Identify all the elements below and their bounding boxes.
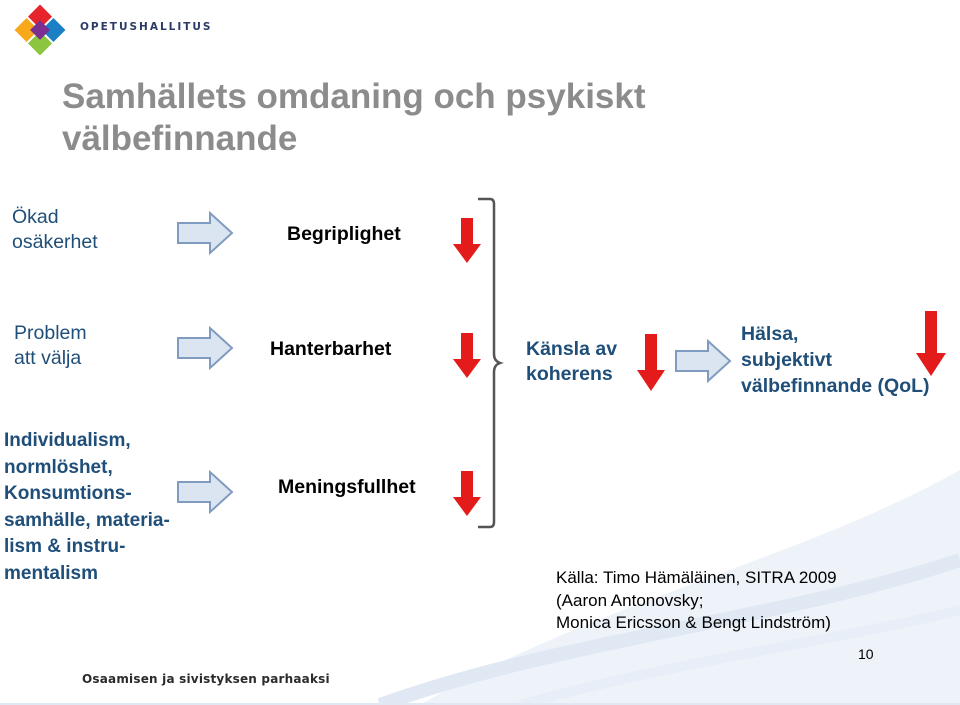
cause-individualism xyxy=(4,428,170,587)
outcome-line: Hälsa, xyxy=(741,323,799,345)
component-begriplighet: Begriplighet xyxy=(287,223,401,245)
outcome-label xyxy=(741,321,930,399)
logo-text: OPETUSHALLITUS xyxy=(80,21,213,33)
outcome-line: subjektivt xyxy=(741,349,833,371)
cause-line: Individualism, xyxy=(4,430,131,451)
cause-line: samhälle, materia- xyxy=(4,509,170,531)
cause-line: osäkerhet xyxy=(12,231,98,253)
down-arrow-icon xyxy=(915,311,947,377)
coherence-line: Känsla av xyxy=(526,338,618,360)
coherence-label xyxy=(526,337,617,387)
component-meningsfullhet: Meningsfullhet xyxy=(278,476,416,498)
coherence-line: koherens xyxy=(526,363,613,385)
right-arrow-icon xyxy=(674,339,732,383)
source-line: (Aaron Antonovsky; xyxy=(556,590,704,610)
cause-problem-att-valja xyxy=(14,321,87,371)
cause-line: Problem xyxy=(14,322,87,344)
slide-title-line-1: Samhällets omdaning och psykiskt xyxy=(62,77,646,116)
down-arrow-icon xyxy=(636,334,666,392)
cause-line: mentalism xyxy=(4,562,98,584)
cause-line: att välja xyxy=(14,347,82,369)
source-line: Källa: Timo Hämäläinen, SITRA 2009 xyxy=(556,568,837,587)
cause-line: Konsumtions- xyxy=(4,483,132,504)
right-arrow-icon xyxy=(176,470,234,514)
right-arrow-icon xyxy=(176,326,234,370)
right-arrow-icon xyxy=(176,211,234,255)
cause-line: Ökad xyxy=(12,206,59,228)
outcome-line: välbefinnande (QoL) xyxy=(741,375,930,397)
page-number: 10 xyxy=(858,646,874,662)
component-hanterbarhet: Hanterbarhet xyxy=(270,338,392,360)
cause-line: normlöshet, xyxy=(4,456,113,478)
cause-line: lism & instru- xyxy=(4,536,126,557)
opetushallitus-logo-icon xyxy=(12,2,68,58)
right-curly-brace xyxy=(476,196,502,530)
source-citation xyxy=(556,567,837,635)
cause-okad-osakerhet xyxy=(12,205,98,255)
source-line: Monica Ericsson & Bengt Lindström) xyxy=(556,613,831,632)
slide-title-line-2: välbefinnande xyxy=(62,119,298,158)
footer-tagline: Osaamisen ja sivistyksen parhaaksi xyxy=(82,672,330,686)
